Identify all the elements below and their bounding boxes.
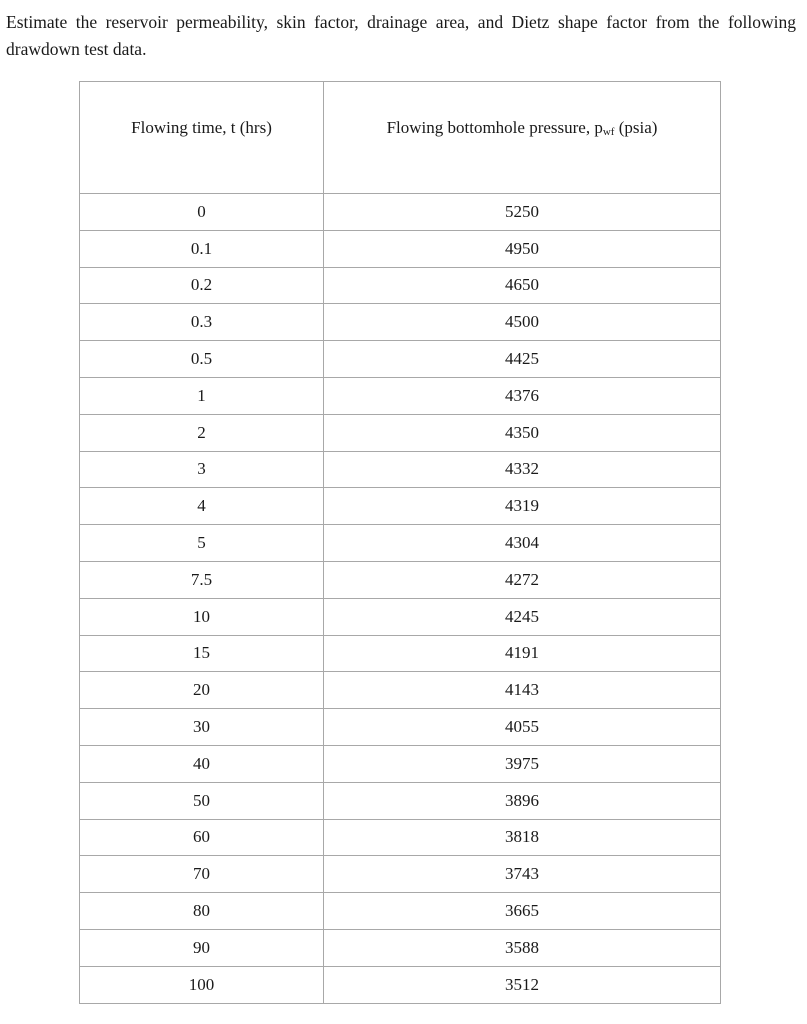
cell-bottomhole-pressure: 4143 xyxy=(324,672,721,709)
cell-flowing-time: 0 xyxy=(80,194,324,231)
table-row xyxy=(80,194,721,231)
cell-bottomhole-pressure: 4055 xyxy=(324,709,721,746)
header-flowing-time: Flowing time, t (hrs) xyxy=(80,82,324,194)
header-pressure-suffix: (psia) xyxy=(614,118,658,137)
cell-flowing-time: 0.3 xyxy=(80,304,324,341)
table-row xyxy=(80,341,721,378)
cell-flowing-time: 100 xyxy=(80,966,324,1003)
table-row xyxy=(80,561,721,598)
cell-bottomhole-pressure: 3818 xyxy=(324,819,721,856)
cell-bottomhole-pressure: 4425 xyxy=(324,341,721,378)
table-row xyxy=(80,709,721,746)
cell-bottomhole-pressure: 3975 xyxy=(324,745,721,782)
cell-flowing-time: 0.1 xyxy=(80,230,324,267)
table-row xyxy=(80,672,721,709)
cell-bottomhole-pressure: 4350 xyxy=(324,414,721,451)
cell-bottomhole-pressure: 4319 xyxy=(324,488,721,525)
cell-flowing-time: 4 xyxy=(80,488,324,525)
cell-flowing-time: 90 xyxy=(80,929,324,966)
table-row xyxy=(80,745,721,782)
table-row xyxy=(80,267,721,304)
table-row xyxy=(80,966,721,1003)
table-header-row xyxy=(80,82,721,194)
cell-bottomhole-pressure: 4245 xyxy=(324,598,721,635)
cell-flowing-time: 1 xyxy=(80,377,324,414)
table-row xyxy=(80,377,721,414)
table-row xyxy=(80,635,721,672)
table-row xyxy=(80,488,721,525)
cell-flowing-time: 3 xyxy=(80,451,324,488)
drawdown-data-table xyxy=(79,81,721,1004)
table-row xyxy=(80,819,721,856)
cell-flowing-time: 5 xyxy=(80,525,324,562)
table-row xyxy=(80,893,721,930)
cell-flowing-time: 0.2 xyxy=(80,267,324,304)
cell-bottomhole-pressure: 3743 xyxy=(324,856,721,893)
cell-bottomhole-pressure: 3896 xyxy=(324,782,721,819)
cell-bottomhole-pressure: 4950 xyxy=(324,230,721,267)
cell-bottomhole-pressure: 4272 xyxy=(324,561,721,598)
table-body xyxy=(80,194,721,1004)
table-row xyxy=(80,782,721,819)
table-row xyxy=(80,304,721,341)
cell-bottomhole-pressure: 4500 xyxy=(324,304,721,341)
cell-bottomhole-pressure: 4191 xyxy=(324,635,721,672)
cell-bottomhole-pressure: 4332 xyxy=(324,451,721,488)
cell-bottomhole-pressure: 3588 xyxy=(324,929,721,966)
cell-bottomhole-pressure: 4376 xyxy=(324,377,721,414)
header-pressure-prefix: Flowing bottomhole pressure, p xyxy=(386,118,603,137)
cell-flowing-time: 20 xyxy=(80,672,324,709)
cell-flowing-time: 70 xyxy=(80,856,324,893)
cell-flowing-time: 0.5 xyxy=(80,341,324,378)
table-row xyxy=(80,929,721,966)
header-pressure-subscript: wf xyxy=(602,126,615,138)
cell-flowing-time: 30 xyxy=(80,709,324,746)
problem-statement: Estimate the reservoir permeability, skin factor, drainage area, and Dietz shape factor from the following drawdown test data. xyxy=(6,12,796,59)
cell-flowing-time: 15 xyxy=(80,635,324,672)
cell-flowing-time: 80 xyxy=(80,893,324,930)
cell-bottomhole-pressure: 3665 xyxy=(324,893,721,930)
cell-flowing-time: 10 xyxy=(80,598,324,635)
cell-bottomhole-pressure: 3512 xyxy=(324,966,721,1003)
table-row xyxy=(80,414,721,451)
table-row xyxy=(80,598,721,635)
table-row xyxy=(80,451,721,488)
cell-bottomhole-pressure: 5250 xyxy=(324,194,721,231)
cell-flowing-time: 2 xyxy=(80,414,324,451)
table-row xyxy=(80,525,721,562)
cell-bottomhole-pressure: 4650 xyxy=(324,267,721,304)
cell-flowing-time: 50 xyxy=(80,782,324,819)
table-row xyxy=(80,856,721,893)
cell-flowing-time: 40 xyxy=(80,745,324,782)
table-row xyxy=(80,230,721,267)
cell-flowing-time: 7.5 xyxy=(80,561,324,598)
cell-flowing-time: 60 xyxy=(80,819,324,856)
header-bottomhole-pressure xyxy=(324,82,721,194)
cell-bottomhole-pressure: 4304 xyxy=(324,525,721,562)
